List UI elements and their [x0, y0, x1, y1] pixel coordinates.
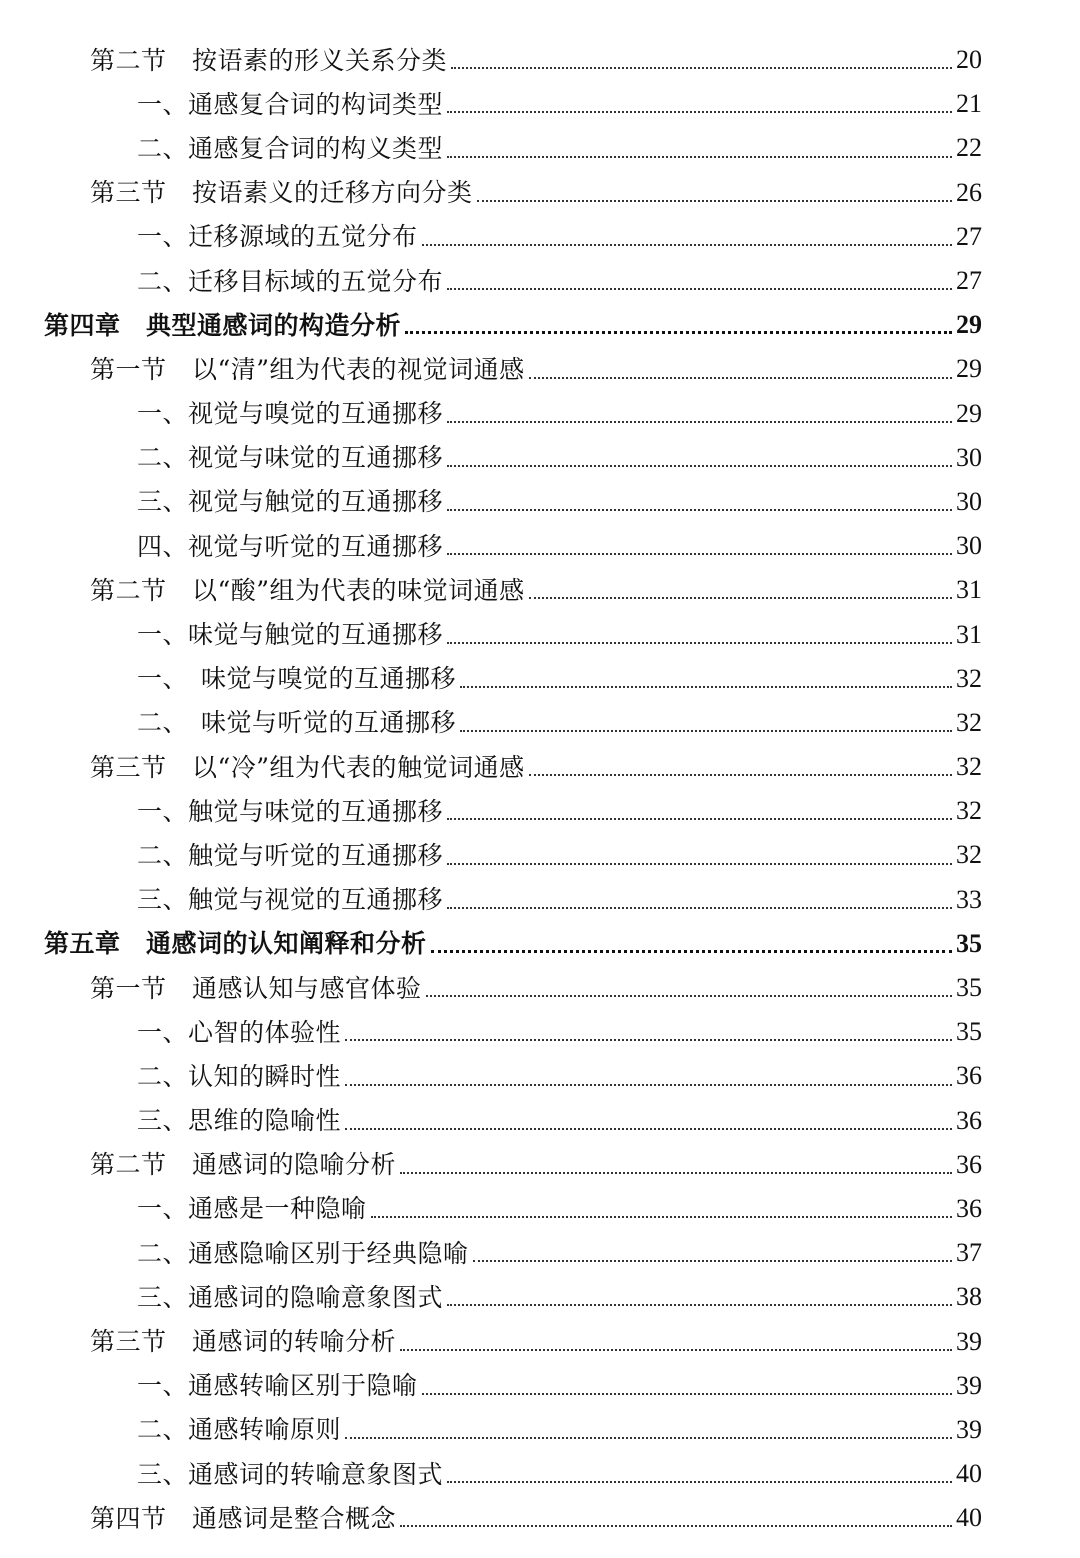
toc-section-row[interactable] — [0, 966, 1080, 1010]
toc-dot-leader — [345, 1039, 952, 1041]
toc-subsection-row[interactable] — [0, 1364, 1080, 1408]
toc-dot-leader — [422, 244, 952, 246]
toc-subsection-row[interactable] — [0, 82, 1080, 126]
toc-subsection-row[interactable] — [0, 612, 1080, 656]
toc-subsection-row[interactable] — [0, 1099, 1080, 1143]
toc-subsection-row[interactable] — [0, 1054, 1080, 1098]
toc-subsection-row[interactable] — [0, 524, 1080, 568]
toc-entry-title: 三、通感词的隐喻意象图式 — [137, 1282, 444, 1312]
toc-dot-leader — [422, 1393, 952, 1395]
toc-entry-title: 第二节 通感词的隐喻分析 — [90, 1150, 397, 1180]
toc-entry-title: 第三节 以“冷”组为代表的触觉词通感 — [90, 752, 525, 782]
toc-subsection-row[interactable] — [0, 1010, 1080, 1054]
toc-page-number: 37 — [956, 1238, 982, 1268]
toc-dot-leader — [447, 156, 952, 158]
table-of-contents — [0, 38, 1080, 1540]
toc-subsection-row[interactable] — [0, 436, 1080, 480]
toc-entry-title: 一、触觉与味觉的互通挪移 — [137, 796, 444, 826]
toc-entry-title: 第一节 通感认知与感官体验 — [90, 973, 422, 1003]
toc-page-number: 39 — [956, 1326, 982, 1356]
toc-entry-title: 第五章 通感词的认知阐释和分析 — [44, 929, 427, 959]
toc-dot-leader — [460, 730, 952, 732]
toc-dot-leader — [447, 288, 952, 290]
toc-page-number: 30 — [956, 442, 982, 472]
toc-page-number: 31 — [956, 619, 982, 649]
toc-page-number: 32 — [956, 752, 982, 782]
toc-entry-title: 第四章 典型通感词的构造分析 — [44, 310, 402, 340]
toc-entry-title: 一、通感转喻区别于隐喻 — [137, 1371, 418, 1401]
toc-subsection-row[interactable] — [0, 215, 1080, 259]
toc-page-number: 39 — [956, 1414, 982, 1444]
toc-dot-leader — [447, 642, 952, 644]
toc-entry-title: 二、认知的瞬时性 — [137, 1061, 342, 1091]
toc-subsection-row[interactable] — [0, 259, 1080, 303]
toc-page-number: 26 — [956, 177, 982, 207]
toc-dot-leader — [447, 421, 952, 423]
toc-subsection-row[interactable] — [0, 657, 1080, 701]
toc-entry-title: 四、视觉与听觉的互通挪移 — [137, 531, 444, 561]
toc-subsection-row[interactable] — [0, 480, 1080, 524]
toc-subsection-row[interactable] — [0, 1187, 1080, 1231]
toc-section-row[interactable] — [0, 38, 1080, 82]
toc-dot-leader — [431, 950, 952, 953]
toc-page-number: 40 — [956, 1459, 982, 1489]
toc-dot-leader — [447, 465, 952, 467]
toc-entry-title: 二、通感隐喻区别于经典隐喻 — [137, 1238, 469, 1268]
toc-subsection-row[interactable] — [0, 789, 1080, 833]
toc-page-number: 30 — [956, 531, 982, 561]
toc-subsection-row[interactable] — [0, 701, 1080, 745]
toc-entry-title: 三、视觉与触觉的互通挪移 — [137, 487, 444, 517]
toc-dot-leader — [447, 509, 952, 511]
toc-dot-leader — [447, 111, 952, 113]
toc-section-row[interactable] — [0, 1496, 1080, 1540]
toc-entry-title: 二、通感复合词的构义类型 — [137, 133, 444, 163]
toc-entry-title: 二、视觉与味觉的互通挪移 — [137, 443, 444, 473]
toc-dot-leader — [529, 774, 952, 776]
toc-dot-leader — [477, 200, 952, 202]
toc-page-number: 29 — [956, 398, 982, 428]
toc-dot-leader — [447, 818, 952, 820]
toc-dot-leader — [400, 1172, 952, 1174]
toc-subsection-row[interactable] — [0, 833, 1080, 877]
toc-dot-leader — [473, 1260, 952, 1262]
toc-dot-leader — [345, 1084, 952, 1086]
toc-page-number: 35 — [956, 973, 982, 1003]
toc-page-number: 29 — [956, 354, 982, 384]
toc-dot-leader — [529, 597, 952, 599]
toc-dot-leader — [447, 1304, 952, 1306]
toc-dot-leader — [447, 907, 952, 909]
toc-page-number: 38 — [956, 1282, 982, 1312]
toc-page-number: 29 — [956, 310, 982, 340]
toc-dot-leader — [345, 1128, 952, 1130]
toc-subsection-row[interactable] — [0, 1275, 1080, 1319]
toc-entry-title: 一、心智的体验性 — [137, 1017, 342, 1047]
toc-subsection-row[interactable] — [0, 1408, 1080, 1452]
toc-entry-title: 二、 味觉与听觉的互通挪移 — [137, 708, 457, 738]
toc-entry-title: 一、迁移源域的五觉分布 — [137, 222, 418, 252]
toc-page-number: 27 — [956, 266, 982, 296]
toc-page-number: 35 — [956, 1017, 982, 1047]
toc-section-row[interactable] — [0, 347, 1080, 391]
toc-section-row[interactable] — [0, 568, 1080, 612]
toc-entry-title: 第三节 按语素义的迁移方向分类 — [90, 178, 473, 208]
toc-entry-title: 一、 味觉与嗅觉的互通挪移 — [137, 664, 457, 694]
toc-chapter-row[interactable] — [0, 922, 1080, 966]
toc-page-number: 36 — [956, 1149, 982, 1179]
toc-entry-title: 二、迁移目标域的五觉分布 — [137, 266, 444, 296]
toc-entry-title: 三、思维的隐喻性 — [137, 1106, 342, 1136]
toc-dot-leader — [405, 331, 952, 334]
toc-page-number: 33 — [956, 884, 982, 914]
toc-entry-title: 二、通感转喻原则 — [137, 1415, 342, 1445]
toc-page-number: 40 — [956, 1503, 982, 1533]
toc-page-number: 32 — [956, 707, 982, 737]
toc-page-number: 22 — [956, 133, 982, 163]
toc-dot-leader — [451, 67, 952, 69]
toc-subsection-row[interactable] — [0, 878, 1080, 922]
toc-entry-title: 第四节 通感词是整合概念 — [90, 1503, 397, 1533]
toc-page-number: 32 — [956, 796, 982, 826]
toc-page-number: 32 — [956, 663, 982, 693]
toc-subsection-row[interactable] — [0, 1231, 1080, 1275]
toc-entry-title: 一、视觉与嗅觉的互通挪移 — [137, 399, 444, 429]
toc-page-number: 30 — [956, 486, 982, 516]
toc-entry-title: 三、触觉与视觉的互通挪移 — [137, 885, 444, 915]
toc-dot-leader — [371, 1216, 952, 1218]
toc-dot-leader — [400, 1349, 952, 1351]
toc-section-row[interactable] — [0, 1143, 1080, 1187]
toc-entry-title: 第三节 通感词的转喻分析 — [90, 1327, 397, 1357]
toc-entry-title: 一、味觉与触觉的互通挪移 — [137, 620, 444, 650]
toc-dot-leader — [426, 995, 952, 997]
toc-dot-leader — [400, 1525, 952, 1527]
toc-page-number: 36 — [956, 1061, 982, 1091]
toc-page-number: 31 — [956, 575, 982, 605]
toc-subsection-row[interactable] — [0, 1452, 1080, 1496]
toc-page-number: 36 — [956, 1105, 982, 1135]
toc-page-number: 27 — [956, 221, 982, 251]
toc-dot-leader — [345, 1437, 952, 1439]
toc-entry-title: 二、触觉与听觉的互通挪移 — [137, 840, 444, 870]
toc-page-number: 39 — [956, 1370, 982, 1400]
toc-entry-title: 第一节 以“清”组为代表的视觉词通感 — [90, 354, 525, 384]
toc-page-number: 35 — [956, 928, 982, 958]
toc-entry-title: 一、通感复合词的构词类型 — [137, 89, 444, 119]
toc-section-row[interactable] — [0, 171, 1080, 215]
toc-entry-title: 第二节 按语素的形义关系分类 — [90, 45, 448, 75]
toc-entry-title: 第二节 以“酸”组为代表的味觉词通感 — [90, 575, 525, 605]
toc-entry-title: 一、通感是一种隐喻 — [137, 1194, 367, 1224]
toc-dot-leader — [460, 686, 952, 688]
toc-subsection-row[interactable] — [0, 392, 1080, 436]
toc-subsection-row[interactable] — [0, 126, 1080, 170]
toc-page-number: 20 — [956, 45, 982, 75]
toc-dot-leader — [447, 553, 952, 555]
toc-section-row[interactable] — [0, 745, 1080, 789]
toc-section-row[interactable] — [0, 1319, 1080, 1363]
toc-dot-leader — [529, 377, 952, 379]
toc-dot-leader — [447, 863, 952, 865]
toc-dot-leader — [447, 1481, 952, 1483]
toc-entry-title: 三、通感词的转喻意象图式 — [137, 1459, 444, 1489]
toc-page-number: 36 — [956, 1193, 982, 1223]
toc-chapter-row[interactable] — [0, 303, 1080, 347]
toc-page-number: 21 — [956, 89, 982, 119]
toc-page-number: 32 — [956, 840, 982, 870]
